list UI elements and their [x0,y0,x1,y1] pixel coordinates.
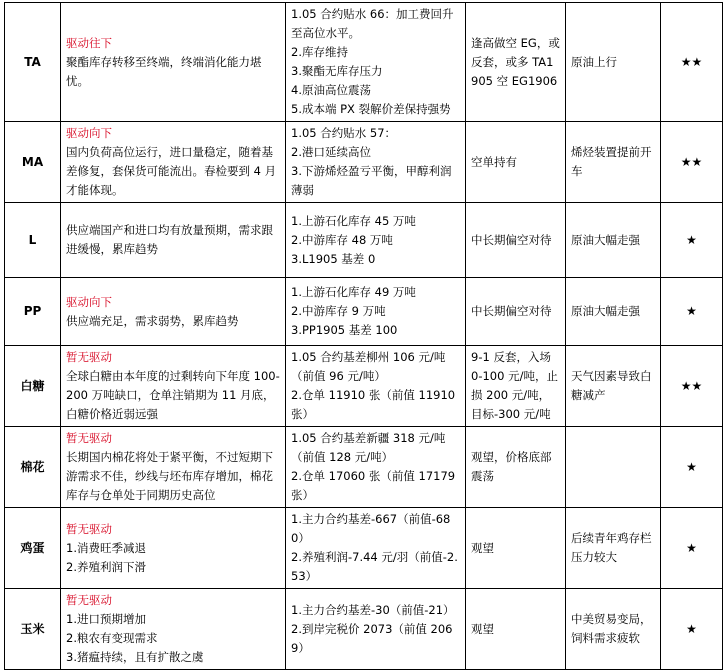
cell-line: 1.主力合约基差-667（前值-680） [291,512,451,545]
rating-stars: ★ [661,278,723,346]
rating-stars: ★★ [661,122,723,203]
driver-label: 暂无驱动 [66,350,112,364]
risk-cell [566,508,661,589]
cell-line: 9-1 反套，入场 0-100 元/吨，止损 200 元/吨，目标-300 元/吨 [471,350,558,421]
table-row [5,508,723,589]
strategy-cell [466,3,566,122]
cell-line: 原油大幅走强 [571,304,640,318]
commodity-name: 鸡蛋 [5,508,61,589]
table-row [5,203,723,278]
logic-cell [61,122,286,203]
table-row [5,589,723,670]
cell-line: 天气因素导致白糖减产 [571,369,652,402]
data-cell [286,427,466,508]
cell-line: 1.05 合约基差新疆 318 元/吨（前值 128 元/吨） [291,431,446,464]
driver-label: 驱动向下 [66,294,112,309]
cell-line: 3.猪瘟持续，且有扩散之虞 [66,650,204,664]
strategy-cell [466,122,566,203]
cell-line: 2.库存维持 [291,45,348,59]
cell-line: 1.上游石化库存 45 万吨 [291,213,416,228]
strategy-cell [466,508,566,589]
table-row [5,278,723,346]
cell-line: 2.养殖利润下滑 [66,559,146,574]
cell-line: 国内负荷高位运行，进口量稳定，随着基差修复，套保货可能流出。春检要到 4 月才能体现。 [66,145,277,197]
risk-cell [566,203,661,278]
commodity-name: 玉米 [5,589,61,670]
cell-line: 2.仓单 11910 张（前值 11910 张） [291,388,456,421]
rating-stars: ★ [661,508,723,589]
table-row [5,3,723,122]
cell-line: 长期国内棉花将处于紧平衡，不过短期下游需求不佳，纱线与坯布库存增加，棉花库存与仓单处于同期历史高位 [66,450,273,502]
driver-label: 暂无驱动 [66,593,112,607]
cell-line: 逢高做空 EG，或反套，或多 TA1905 空 EG1906 [471,35,560,88]
driver-label: 驱动向下 [66,126,112,140]
table-row [5,122,723,203]
commodity-name: L [5,203,61,278]
cell-line: 5.成本端 PX 裂解价差保持强势 [291,102,451,116]
driver-label: 驱动往下 [66,35,112,50]
cell-line: 1.05 合约贴水 66：加工费回升至高位水平。 [291,7,454,40]
cell-line: 原油大幅走强 [571,232,640,247]
cell-line: 1.05 合约基差柳州 106 元/吨（前值 96 元/吨） [291,350,446,383]
cell-line: 中长期偏空对待 [471,232,552,247]
strategy-table [4,2,723,670]
data-cell [286,122,466,203]
commodity-name: MA [5,122,61,203]
cell-line: 空单持有 [471,154,517,169]
cell-line: 后续青年鸡存栏压力较大 [571,531,652,564]
cell-line: 中长期偏空对待 [471,304,552,318]
data-cell [286,3,466,122]
cell-line: 1.上游石化库存 49 万吨 [291,285,416,299]
cell-line: 2.仓单 17060 张（前值 17179 张） [291,469,456,502]
risk-cell [566,3,661,122]
data-cell [286,278,466,346]
cell-line: 烯烃装置提前开车 [571,145,652,178]
commodity-name: PP [5,278,61,346]
rating-stars: ★ [661,589,723,670]
cell-line: 2.粮农有变现需求 [66,631,158,645]
cell-line: 2.到岸完税价 2073（前值 2069） [291,621,453,655]
rating-stars: ★ [661,203,723,278]
cell-line: 3.L1905 基差 0 [291,251,376,266]
cell-line: 1.进口预期增加 [66,612,146,626]
commodity-name: 棉花 [5,427,61,508]
cell-line: 观望 [471,540,494,555]
cell-line: 观望 [471,621,494,636]
driver-label: 暂无驱动 [66,431,112,445]
strategy-cell [466,589,566,670]
cell-line: 中美贸易变局，饲料需求疲软 [571,612,652,645]
commodity-name: TA [5,3,61,122]
table-row [5,346,723,427]
logic-cell [61,203,286,278]
risk-cell [566,589,661,670]
risk-cell [566,427,661,508]
cell-line: 2.中游库存 9 万吨 [291,304,386,318]
strategy-cell [466,203,566,278]
rating-stars: ★★ [661,346,723,427]
logic-cell [61,346,286,427]
data-cell [286,508,466,589]
logic-cell [61,3,286,122]
table-row [5,427,723,508]
cell-line: 3.PP1905 基差 100 [291,323,398,337]
data-cell [286,203,466,278]
cell-line: 2.中游库存 48 万吨 [291,232,393,247]
data-cell [286,346,466,427]
logic-cell [61,427,286,508]
logic-cell [61,278,286,346]
cell-line: 供应端国产和进口均有放量预期，需求跟进缓慢，累库趋势 [66,223,273,256]
cell-line: 观望，价格底部震荡 [471,450,552,483]
cell-line: 原油上行 [571,54,617,69]
commodity-name: 白糖 [5,346,61,427]
risk-cell [566,122,661,203]
data-cell [286,589,466,670]
rating-stars: ★★ [661,3,723,122]
cell-line: 1.05 合约贴水 57： [291,126,397,140]
cell-line: 3.下游烯烃盈亏平衡，甲醇利润薄弱 [291,164,452,197]
cell-line: 3.聚酯无库存压力 [291,64,383,78]
logic-cell [61,508,286,589]
risk-cell [566,346,661,427]
cell-line: 供应端充足，需求弱势，累库趋势 [66,313,239,328]
driver-label: 暂无驱动 [66,521,112,536]
cell-line: 全球白糖由本年度的过剩转向下年度 100-200 万吨缺口，仓单注销期为 11 月底，白糖价格近弱远强 [66,369,280,421]
risk-cell [566,278,661,346]
strategy-cell [466,278,566,346]
cell-line: 4.原油高位震荡 [291,83,371,97]
logic-cell [61,589,286,670]
cell-line: 聚酯库存转移至终端，终端消化能力堪忧。 [66,54,262,88]
cell-line: 1.消费旺季减退 [66,540,146,555]
rating-stars: ★ [661,427,723,508]
cell-line: 1.主力合约基差-30（前值-21） [291,602,455,617]
cell-line: 2.养殖利润-7.44 元/羽（前值-2.53） [291,550,458,583]
strategy-cell [466,346,566,427]
strategy-cell [466,427,566,508]
cell-line: 2.港口延续高位 [291,145,371,159]
